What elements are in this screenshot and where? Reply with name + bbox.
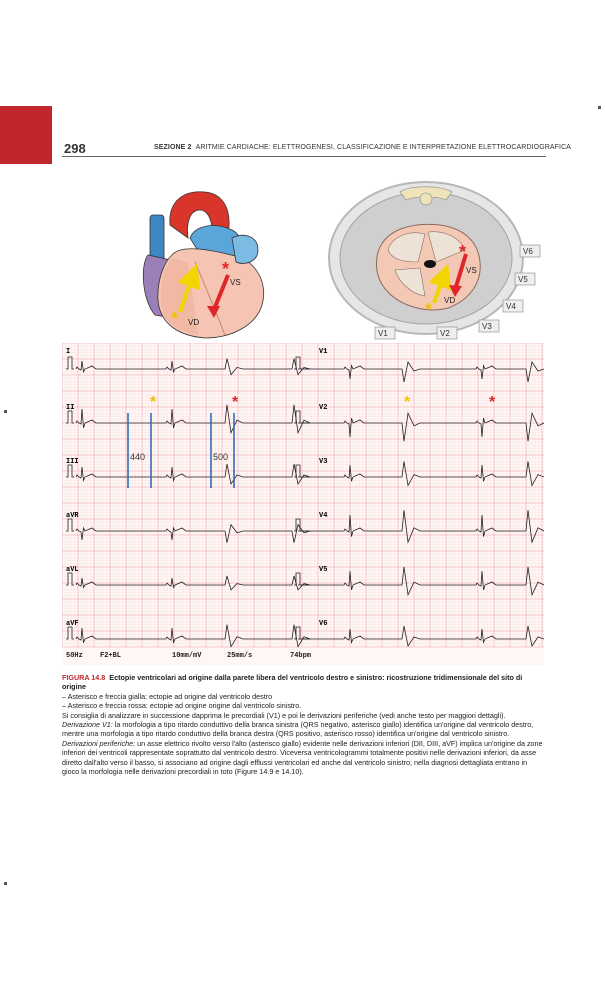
section-label: SEZIONE 2 [154,144,192,151]
lead-label-avl: aVL [66,566,79,574]
red-asterisk-icon: * [489,394,496,411]
ecg-mode: F2+BL [100,652,122,660]
ecg-filter: 50Hz [66,652,83,660]
caption-line: – Asterisco e freccia rossa: ectopie ad origine origine dal ventricolo sinistro. [62,701,302,711]
section-title: ARITMIE CARDIACHE: ELETTROGENESI, CLASSIFICAZIONE E INTERPRETAZIONE ELETTROCARDIOGRAFICA [195,144,572,151]
lead-label-v1: V1 [319,348,328,356]
label-vs: VS [466,266,477,275]
ecg-gain: 10mm/mV [172,652,202,660]
lead-label-v4: V4 [319,512,328,520]
label-vd: VD [188,318,200,327]
thorax-cross-section [329,182,523,334]
yellow-asterisk-icon: * [171,309,179,329]
lead-box-v3: V3 [482,322,492,331]
caption-title [62,673,546,692]
lead-label-iii: III [66,458,79,466]
lead-box-v5: V5 [518,275,528,284]
lead-box-v1: V1 [378,329,388,338]
caption-v1-text: la morfologia a tipo ritardo conduttivo della branca sinistra (QRS negativo, asterisco giallo) identifica un'origine dal ventricolo destro, mentre una morfologia a tipo ritardo conduttivo della branca destra (QRS positivo, asterisco rosso) identifica un'origine dal ventricolo sinistro. [62,720,534,739]
lead-label-i: I [66,348,71,356]
caption-periph-label: Derivazioni periferiche: [62,738,136,748]
lead-label-avf: aVF [66,620,79,628]
figure-title: Ectopie ventricolari ad origine dalla parete libera del ventricolo destro e sinistro: ricostruzione tridimensionale del sito di origine [62,673,523,692]
label-vd: VD [444,296,456,305]
heart-illustrations [0,0,605,345]
figure-caption [62,673,546,776]
figure-label: FIGURA 14.8 [62,673,106,682]
lead-box-v2: V2 [440,329,450,338]
lead-label-v3: V3 [319,458,328,466]
yellow-asterisk-icon: * [425,300,433,320]
page-number: 298 [64,141,86,156]
red-asterisk-icon: * [232,394,239,411]
caption-line: Si consiglia di analizzare in successione dapprima le precordiali (V1) e poi le derivazioni periferiche (vedi anche testo per maggiori dettagli). [62,710,506,720]
lead-box-v6: V6 [523,247,533,256]
heart-external-view [143,192,263,338]
crop-mark [4,882,7,885]
crop-mark [4,410,7,413]
ecg-speed: 25mm/s [227,652,253,660]
lead-label-v5: V5 [319,566,328,574]
caption-periph-text: un asse elettrico rivolto verso l'alto (asterisco giallo) evidente nelle derivazioni inferiori (DII, DIII, aVF) implica un'origine da zone inferiori dei ventricoli rappresentate soprattutto dal ventricolo destro. Viceversa ventricologrammi totalmente positivi nelle derivazioni inferiori, da asse diretto dall'alto verso il basso, si associano ad origine dagli efflussi ventricolari ed anche dal ventricolo sinistro; nella diagnosi dettagliata entrano in gioco la morfologia nelle derivazioni precordiali in toto (Figure 14.9 e 14.10). [62,738,543,777]
lead-label-avr: aVR [66,512,79,520]
ecg-rate: 74bpm [290,652,312,660]
lead-label-ii: II [66,404,75,412]
caption-periph [62,739,546,777]
label-vs: VS [230,278,241,287]
lead-label-v2: V2 [319,404,328,412]
lead-box-v4: V4 [506,302,516,311]
yellow-asterisk-icon: * [404,394,411,411]
red-asterisk-icon: * [459,242,467,262]
interval-label-2: 500 [213,452,229,462]
red-asterisk-icon: * [222,259,230,279]
yellow-asterisk-icon: * [150,394,157,411]
caption-v1 [62,720,546,739]
interval-label-1: 440 [130,452,146,462]
lead-label-v6: V6 [319,620,328,628]
caption-line: – Asterisco e freccia gialla: ectopie ad origine dal ventricolo destro [62,691,273,701]
ecg-tracing [62,343,544,665]
caption-v1-label: Derivazione V1: [62,720,113,730]
